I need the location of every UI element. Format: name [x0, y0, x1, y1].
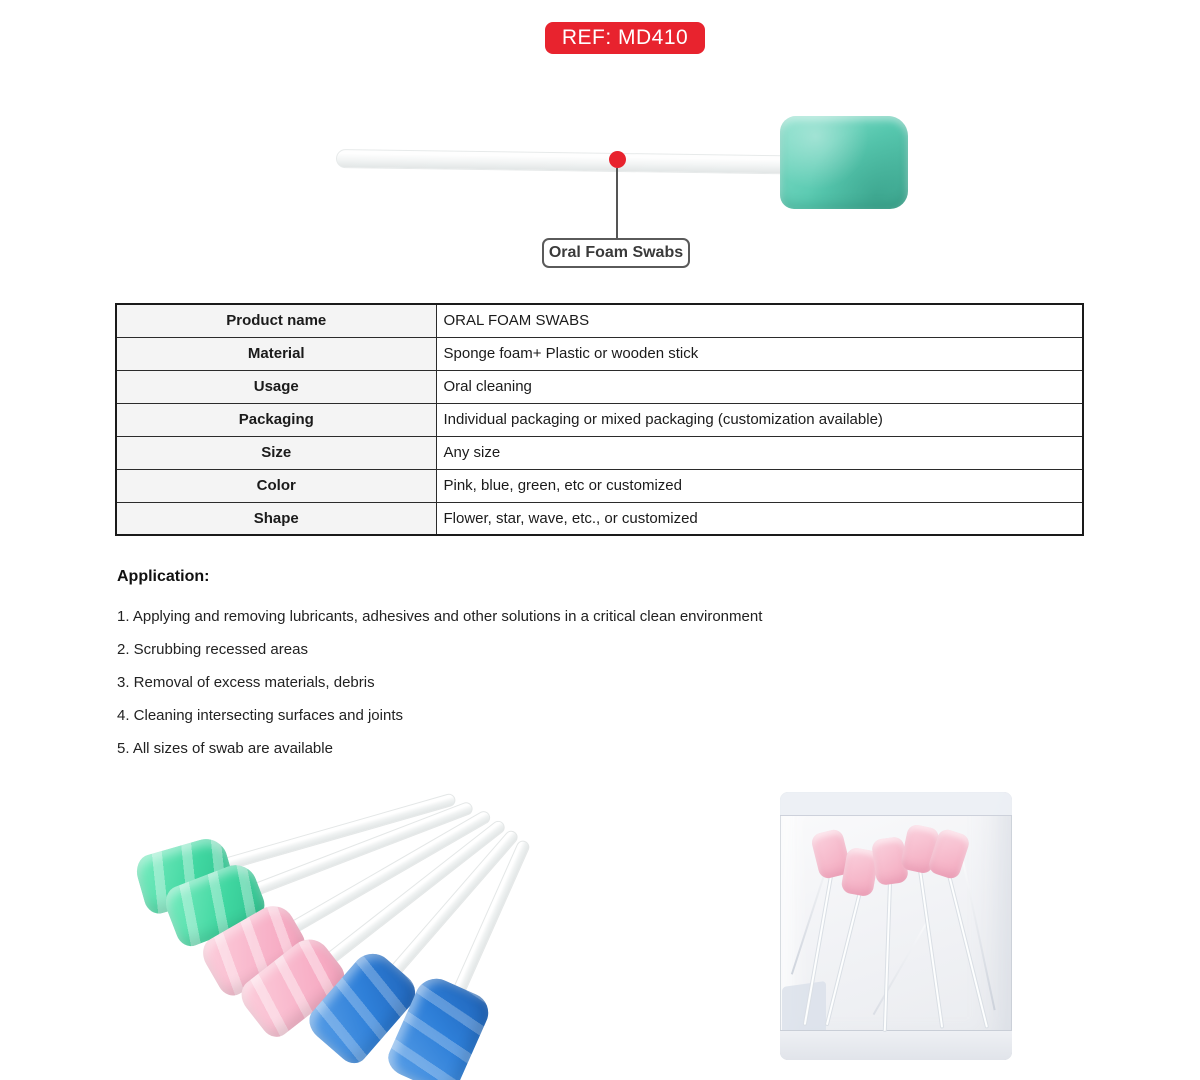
- package-photo: [780, 792, 1012, 1060]
- row-label: Size: [116, 436, 436, 469]
- table-row: [116, 403, 1083, 436]
- ref-badge: [545, 22, 705, 54]
- row-label: Usage: [116, 370, 436, 403]
- application-item: 1. Applying and removing lubricants, adhesives and other solutions in a critical clean environment: [117, 608, 763, 625]
- swab-foam-head-image: [780, 116, 908, 209]
- application-item: 3. Removal of excess materials, debris: [117, 674, 375, 691]
- row-value: Flower, star, wave, etc., or customized: [436, 502, 1083, 535]
- table-row: [116, 337, 1083, 370]
- ref-badge-text: REF: MD410: [561, 26, 689, 49]
- row-label: Packaging: [116, 403, 436, 436]
- callout-label-text: Oral Foam Swabs: [548, 244, 684, 261]
- application-item: 2. Scrubbing recessed areas: [117, 641, 308, 658]
- packaged-swab-stick: [825, 892, 862, 1027]
- packaged-swab-stick: [883, 882, 892, 1032]
- packaged-swab-stick: [918, 870, 944, 1029]
- package-bottom-flap: [780, 1030, 1012, 1060]
- callout-line: [616, 168, 618, 239]
- row-value: Oral cleaning: [436, 370, 1083, 403]
- row-value: Pink, blue, green, etc or customized: [436, 469, 1083, 502]
- row-label: Shape: [116, 502, 436, 535]
- table-row: [116, 502, 1083, 535]
- package-top-fold: [780, 792, 1012, 816]
- package-wrinkle: [873, 919, 930, 1015]
- row-value: ORAL FOAM SWABS: [436, 304, 1083, 337]
- application-heading: Application:: [117, 568, 210, 585]
- row-label: Product name: [116, 304, 436, 337]
- row-value: Individual packaging or mixed packaging (customization available): [436, 403, 1083, 436]
- swab-stick-image: [336, 149, 788, 174]
- table-row: [116, 469, 1083, 502]
- row-value: Any size: [436, 436, 1083, 469]
- table-row: [116, 436, 1083, 469]
- row-label: Material: [116, 337, 436, 370]
- swab-fan-photo: [150, 788, 580, 1073]
- callout-marker-dot: [609, 151, 626, 168]
- application-item: 5. All sizes of swab are available: [117, 740, 333, 757]
- application-item: 4. Cleaning intersecting surfaces and joints: [117, 707, 403, 724]
- application-section: [117, 568, 1077, 757]
- table-row: [116, 370, 1083, 403]
- table-row: [116, 304, 1083, 337]
- spec-table: [115, 303, 1084, 536]
- callout-label: [542, 238, 690, 268]
- row-value: Sponge foam+ Plastic or wooden stick: [436, 337, 1083, 370]
- row-label: Color: [116, 469, 436, 502]
